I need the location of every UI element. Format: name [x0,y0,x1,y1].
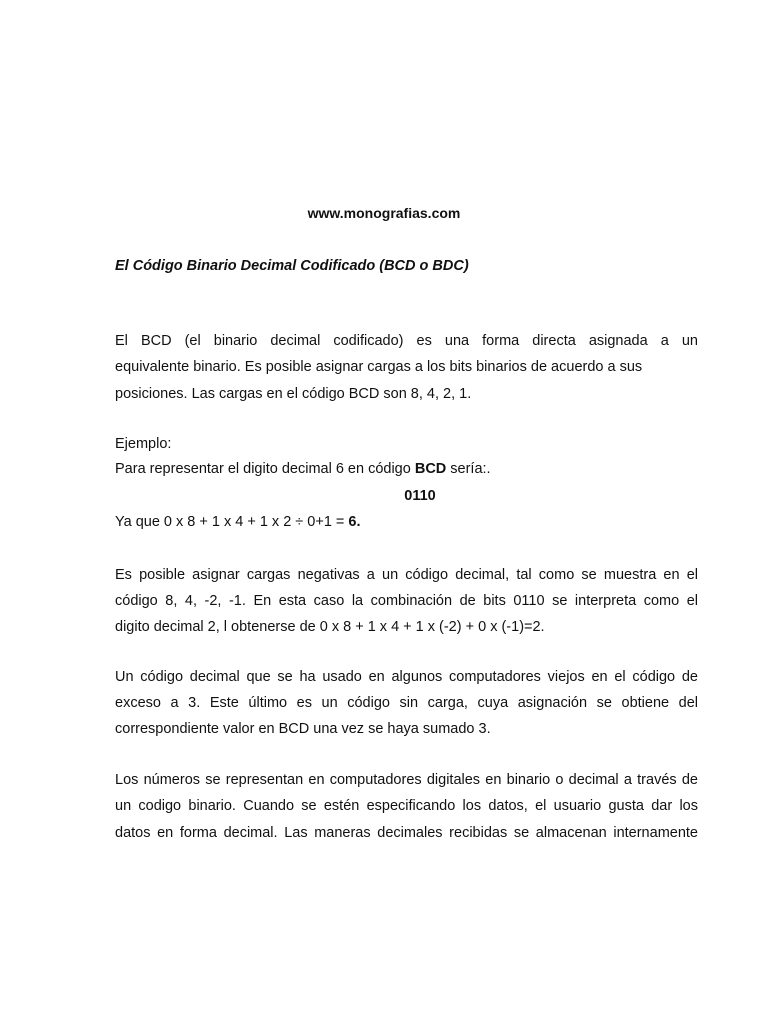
paragraph-2-line-2: código 8, 4, -2, -1. En esta caso la combinación de bits 0110 se interpreta como el [115,593,698,609]
paragraph-2-line-1: Es posible asignar cargas negativas a un código decimal, tal como se muestra en el [115,567,698,583]
paragraph-1-line-3: posiciones. Las cargas en el código BCD son 8, 4, 2, 1. [115,386,472,402]
document-title: El Código Binario Decimal Codificado (BCD o BDC) [115,258,469,274]
paragraph-4-line-1: Los números se representan en computadores digitales en binario o decimal a través de [115,772,698,788]
paragraph-4-line-3: datos en forma decimal. Las maneras decimales recibidas se almacenan internamente [115,825,698,841]
paragraph-3-line-1: Un código decimal que se ha usado en algunos computadores viejos en el código de [115,669,698,685]
paragraph-1-line-2: equivalente binario. Es posible asignar cargas a los bits binarios de acuerdo a sus [115,359,643,375]
paragraph-3-line-2: exceso a 3. Este último es un código sin carga, cuya asignación se obtiene del [115,695,698,711]
calculation-result: 6. [348,514,361,530]
paragraph-4-line-2: un codigo binario. Cuando se estén especificando los datos, el usuario gusta dar los [115,798,698,814]
example-line-bold: BCD [414,461,447,477]
calculation-text: Ya que 0 x 8 + 1 x 4 + 1 x 2 ÷ 0+1 = [115,514,349,530]
example-line [115,459,698,479]
example-calculation [115,512,698,532]
example-label: Ejemplo: [115,436,172,452]
paragraph-2-line-3: digito decimal 2, l obtenerse de 0 x 8 + 1 x 4 + 1 x (-2) + 0 x (-1)=2. [115,619,545,635]
paragraph-1-line-1: El BCD (el binario decimal codificado) es una forma directa asignada a un [115,333,698,349]
site-url-link[interactable]: www.monografias.com [307,205,461,221]
example-code: 0110 [404,488,436,504]
example-line-text: Para representar el digito decimal 6 en código [115,461,415,477]
example-line-end: sería:. [446,461,491,477]
paragraph-3-line-3: correspondiente valor en BCD una vez se haya sumado 3. [115,721,491,737]
